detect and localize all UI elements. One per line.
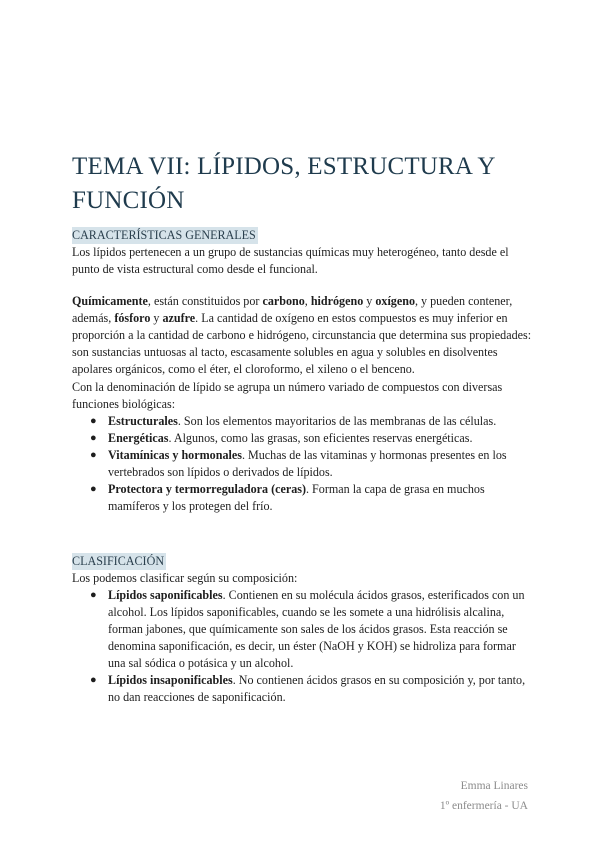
list-item: ● Lípidos saponificables. Contienen en su molécula ácidos grasos, esterificados con un alcohol. Los lípidos saponificables, cuando se les somete a una hidrólisis alcalina, forman jabones, que químicamente son sales de los ácidos grasos. Esta reacción se denomina saponificación, es decir, un éster (NaOH y KOH) se hidroliza para formar una sal sódica o potásica y un alcohol. xyxy=(90,588,525,670)
classification-list xyxy=(72,587,532,706)
page-footer xyxy=(440,776,528,816)
list-item: ● Estructurales. Son los elementos mayoritarios de las membranas de las células. xyxy=(90,414,497,428)
footer-course: 1º enfermería - UA xyxy=(439,800,528,812)
title-line-2: FUNCIÓN xyxy=(72,187,185,214)
list-item: ● Lípidos insaponificables. No contienen ácidos grasos en su composición y, por tanto, no dan reacciones de saponificación. xyxy=(90,673,526,704)
bullet-icon: ● xyxy=(90,589,97,601)
classification-intro: Los podemos clasificar según su composición: xyxy=(72,571,298,585)
section-heading-classification: CLASIFICACIÓN xyxy=(72,554,165,568)
title-line-1: TEMA VII: LÍPIDOS, ESTRUCTURA Y xyxy=(72,153,496,180)
functions-section xyxy=(72,379,532,515)
bullet-icon: ● xyxy=(90,483,97,495)
bullet-icon: ● xyxy=(90,449,97,461)
intro-paragraph: Los lípidos pertenecen a un grupo de sustancias químicas muy heterogéneo, tanto desde el punto de vista estructural como desde el funcional. xyxy=(72,245,509,276)
section-heading-general: CARACTERÍSTICAS GENERALES xyxy=(72,228,256,242)
list-item: ● Vitamínicas y hormonales. Muchas de las vitaminas y hormonas presentes en los vertebrados son lípidos o derivados de lípidos. xyxy=(90,448,507,479)
section-classification xyxy=(72,553,532,706)
footer-author: Emma Linares xyxy=(460,780,528,792)
chemistry-paragraph: Químicamente, están constituidos por carbono, hidrógeno y oxígeno, y pueden contener, además, fósforo y azufre. La cantidad de oxígeno en estos compuestos es muy inferior en proporción a la cantidad de carbono e hidrógeno, circunstancia que determina sus propiedades: son sustancias untuosas al tacto, escasamente solubles en agua y solubles en disolventes apolares orgánicos, como el éter, el cloroformo, el xileno o el benceno. xyxy=(72,294,532,376)
page-title xyxy=(72,150,542,218)
functions-intro: Con la denominación de lípido se agrupa un número variado de compuestos con diversas funciones biológicas: xyxy=(72,380,503,411)
list-item: ● Energéticas. Algunos, como las grasas, son eficientes reservas energéticas. xyxy=(90,431,473,445)
list-item: ● Protectora y termorreguladora (ceras). Forman la capa de grasa en muchos mamíferos y los protegen del frío. xyxy=(90,482,485,513)
bullet-icon: ● xyxy=(90,674,97,686)
functions-list xyxy=(72,413,532,515)
bullet-icon: ● xyxy=(90,415,97,427)
section-general xyxy=(72,227,532,278)
bullet-icon: ● xyxy=(90,432,97,444)
